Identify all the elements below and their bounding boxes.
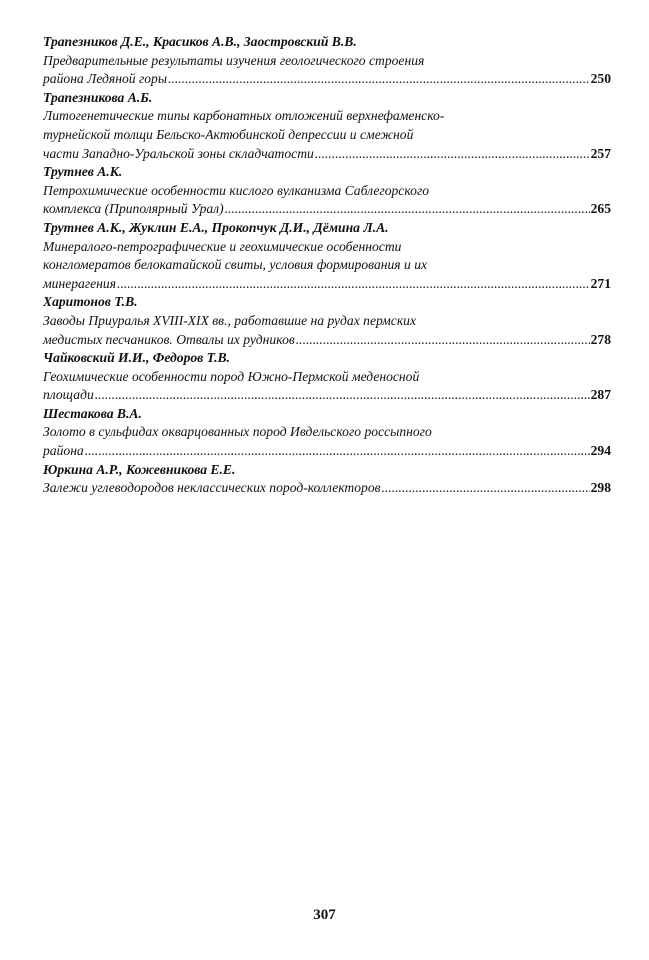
entry-title-line: конгломератов белокатайской свиты, условия формирования и их <box>43 257 428 273</box>
entry-title-line: Заводы Приуралья XVIII-XIX вв., работавшие на рудах пермских <box>43 312 417 328</box>
toc-entry <box>43 349 611 405</box>
entry-title-line: Литогенетические типы карбонатных отложений верхнефаменско- <box>43 108 445 124</box>
entry-title-text: Залежи углеводородов неклассических пород-коллекторов <box>43 480 381 496</box>
entry-title-text: площади <box>43 387 94 403</box>
entry-title-text: района <box>43 443 84 459</box>
dot-leader <box>315 145 590 164</box>
toc-entry <box>43 89 611 163</box>
dot-leader <box>296 331 590 350</box>
entry-title-last-line <box>43 275 611 294</box>
entry-authors: Трапезников Д.Е., Красиков А.В., Заостровский В.В. <box>43 34 357 49</box>
entry-page-number: 271 <box>590 275 611 291</box>
entry-authors: Чайковский И.И., Федоров Т.В. <box>43 350 230 366</box>
entry-page-number: 250 <box>590 71 611 87</box>
entry-title-line: турнейской толщи Бельско-Актюбинской депрессии и смежной <box>43 126 414 142</box>
dot-leader <box>117 275 590 294</box>
toc-entry <box>43 219 611 293</box>
dot-leader <box>225 200 590 219</box>
entry-authors: Трутнев А.К. <box>43 164 123 180</box>
toc-entry <box>43 293 611 349</box>
toc-entry <box>43 33 611 89</box>
entry-title-line: Минералого-петрографические и геохимические особенности <box>43 238 402 254</box>
entry-title-last-line <box>43 442 611 461</box>
entry-title-line: Золото в сульфидах окварцованных пород Ивдельского россыпного <box>43 424 432 440</box>
entry-title-line: Петрохимические особенности кислого вулканизма Саблегорского <box>43 182 430 198</box>
entry-title-line: Геохимические особенности пород Южно-Пермской меденосной <box>43 368 420 384</box>
entry-authors: Трутнев А.К., Жуклин Е.А., Прокопчук Д.И., Дёмина Л.А. <box>43 219 389 235</box>
toc-entry <box>43 163 611 219</box>
dot-leader <box>382 479 590 498</box>
entry-title-text: медистых песчаников. Отвалы их рудников <box>43 331 295 347</box>
toc-entry <box>43 405 611 461</box>
page-number: 307 <box>313 907 336 923</box>
entry-authors: Шестакова В.А. <box>43 405 142 421</box>
entry-page-number: 294 <box>590 443 611 459</box>
entry-title-last-line <box>43 70 611 89</box>
table-of-contents <box>43 33 611 498</box>
entry-title-last-line <box>43 479 611 498</box>
entry-page-number: 298 <box>590 480 611 496</box>
entry-page-number: 287 <box>590 387 611 403</box>
entry-title-text: минерагения <box>43 275 117 291</box>
entry-title-last-line <box>43 145 611 164</box>
entry-title-text: комплекса (Приполярный Урал) <box>43 201 224 217</box>
entry-page-number: 278 <box>590 331 611 347</box>
dot-leader <box>95 386 590 405</box>
entry-title-text: части Западно-Уральской зоны складчатости <box>43 145 314 161</box>
entry-title-last-line <box>43 200 611 219</box>
dot-leader <box>85 442 590 461</box>
entry-authors: Харитонов Т.В. <box>43 294 138 310</box>
entry-title-line: Предварительные результаты изучения геологического строения <box>43 52 425 68</box>
entry-title-last-line <box>43 386 611 405</box>
entry-title-text: района Ледяной горы <box>43 71 168 87</box>
entry-title-last-line <box>43 331 611 350</box>
entry-authors: Трапезникова А.Б. <box>43 89 153 105</box>
toc-entry <box>43 461 611 498</box>
entry-page-number: 257 <box>590 145 611 161</box>
entry-authors: Юркина А.Р., Кожевникова Е.Е. <box>43 461 236 477</box>
entry-page-number: 265 <box>590 201 611 217</box>
dot-leader <box>168 70 590 89</box>
